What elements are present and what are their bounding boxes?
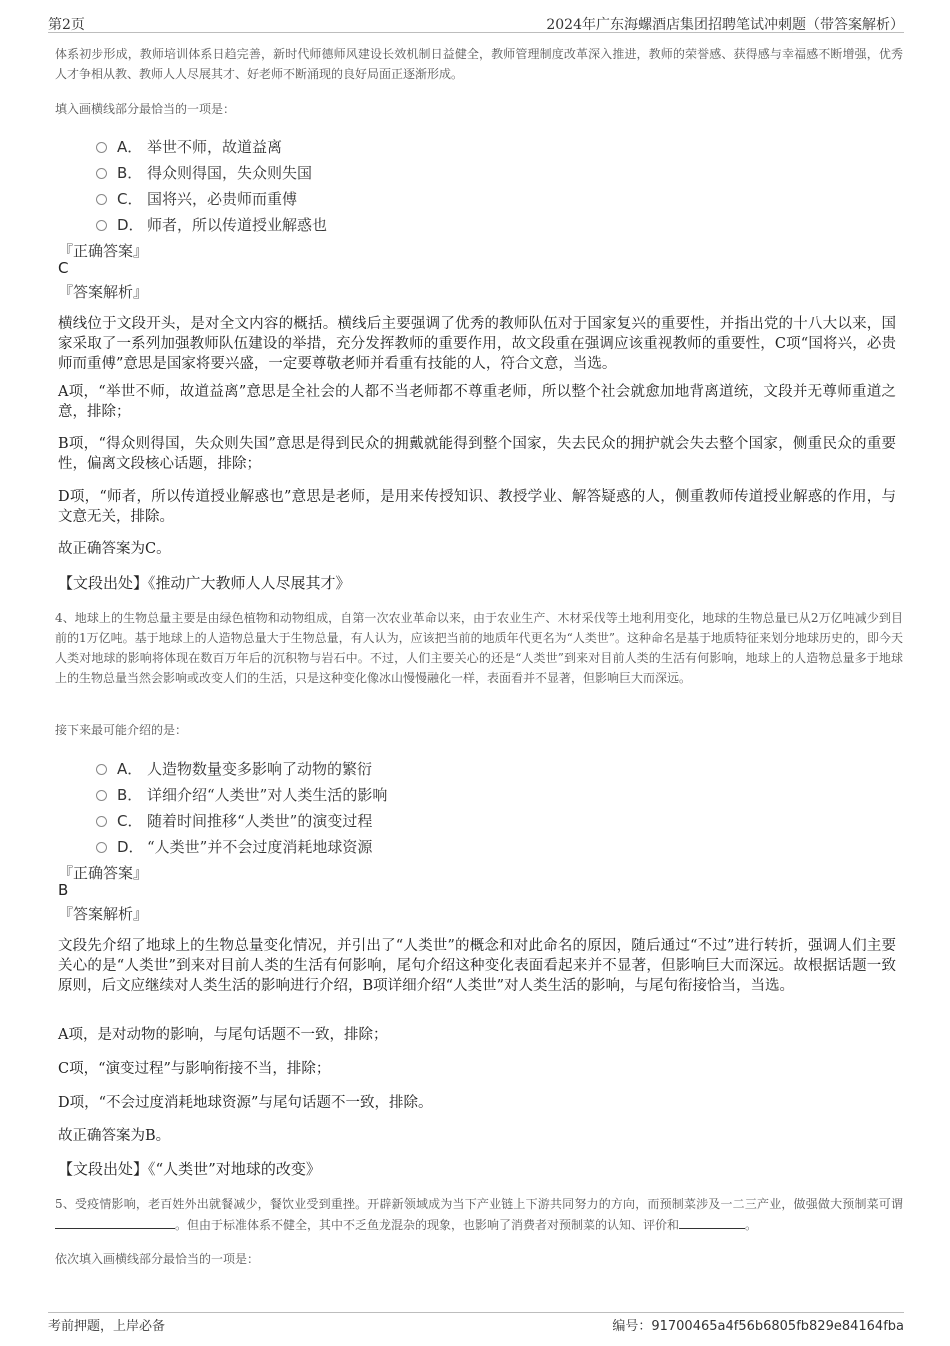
page-number: 第2页: [48, 17, 85, 33]
q3-prompt: 填入画横线部分最恰当的一项是：: [55, 102, 236, 116]
q3-passage-tail: 体系初步形成，教师培训体系日趋完善，新时代师德师风建设长效机制日益健全，教师管理制度改革深入推进，教师的荣誉感、获得感与幸福感不断增强，优秀人才争相从教、教师人人尽展其才、好老师不断涌现的良好局面正逐渐形成。: [55, 47, 903, 81]
q4-passage: 4、地球上的生物总量主要是由绿色植物和动物组成，自第一次农业革命以来，由于农业生产、木材采伐等土地利用变化，地球的生物总量已从2万亿吨减少到目前的1万亿吨。基于地球上的人造物总量大于生物总量，有人认为，应该把当前的地质年代更名为“人类世”。这种命名是基于地质特征来划分地球历史的，即今天人类对地球的影响将体现在数百万年后的沉积物与岩石中。不过，人们主要关心的还是“人类世”到来对目前人类的生活有何影响，地球上的人造物总量多于地球上的生物总量当然会影响或改变人们的生活，只是这种变化像冰山慢慢融化一样，表面看并不显著，但影响巨大而深远。: [55, 611, 903, 685]
q5-passage: 5、受疫情影响，老百姓外出就餐减少，餐饮业受到重挫。开辟新领域成为当下产业链上下游共同努力的方向，而预制菜涉及一二三产业，做强做大预制菜可谓。但由于标准体系不健全，其中不乏鱼龙混杂的现象，也影响了消费者对预制菜的认知、评价和 。: [55, 1197, 903, 1232]
q3-answer-label: 『正确答案』: [58, 242, 149, 260]
q4-analysis-d: D项，“不会过度消耗地球资源”与尾句话题不一致，排除。: [58, 1095, 433, 1111]
footer-slogan: 考前押题，上岸必备: [48, 1319, 166, 1334]
document-serial: 编号：91700465a4f56b6805fb829e84164fba: [612, 1319, 904, 1334]
document-title: 2024年广东海螺酒店集团招聘笔试冲刺题（带答案解析）: [546, 17, 904, 33]
q4-analysis-a: A项，是对动物的影响，与尾句话题不一致，排除；: [58, 1027, 388, 1043]
radio-icon[interactable]: [96, 842, 107, 853]
q4-option-d[interactable]: D． “人类世”并不会过度消耗地球资源: [96, 836, 372, 857]
q3-option-d[interactable]: D． 师者，所以传道授业解惑也: [96, 214, 327, 235]
radio-icon[interactable]: [96, 220, 107, 231]
q5-blank-1: [55, 1214, 175, 1229]
q4-analysis-c: C项，“演变过程”与影响衔接不当，排除；: [58, 1061, 331, 1077]
q3-option-a[interactable]: A． 举世不师，故道益离: [96, 136, 282, 157]
q3-analysis-a: A项，“举世不师，故道益离”意思是全社会的人都不当老师都不尊重老师，所以整个社会就愈加地背离道统，文段并无尊师重道之意，排除；: [58, 384, 896, 420]
radio-icon[interactable]: [96, 168, 107, 179]
q3-conclusion: 故正确答案为C。: [58, 541, 171, 557]
q4-conclusion: 故正确答案为B。: [58, 1128, 171, 1144]
q4-source: 【文段出处】《“人类世”对地球的改变》: [58, 1160, 321, 1178]
q4-option-b[interactable]: B． 详细介绍“人类世”对人类生活的影响: [96, 784, 387, 805]
q4-analysis-main: 文段先介绍了地球上的生物总量变化情况，并引出了“人类世”的概念和对此命名的原因，随后通过“不过”进行转折，强调人们主要关心的是“人类世”到来对目前人类的生活有何影响，尾句介绍这种变化表面看起来并不显著，但影响巨大而深远。故根据话题一致原则，后文应继续对人类生活的影响进行介绍，B项详细介绍“人类世”对人类生活的影响，与尾句衔接恰当，当选。: [58, 938, 896, 994]
page-footer: [48, 1312, 904, 1346]
radio-icon[interactable]: [96, 790, 107, 801]
radio-icon[interactable]: [96, 194, 107, 205]
q4-option-a[interactable]: A． 人造物数量变多影响了动物的繁衍: [96, 758, 372, 779]
page-header: [48, 0, 904, 33]
q3-option-c[interactable]: C． 国将兴，必贵师而重傅: [96, 188, 297, 209]
radio-icon[interactable]: [96, 142, 107, 153]
q4-answer-label: 『正确答案』: [58, 864, 149, 882]
radio-icon[interactable]: [96, 816, 107, 827]
q5-prompt: 依次填入画横线部分最恰当的一项是：: [55, 1252, 260, 1266]
q3-source: 【文段出处】《推动广大教师人人尽展其才》: [58, 574, 351, 592]
q3-analysis-label: 『答案解析』: [58, 283, 149, 301]
q4-option-c[interactable]: C． 随着时间推移“人类世”的演变过程: [96, 810, 372, 831]
q3-analysis-main: 横线位于文段开头，是对全文内容的概括。横线后主要强调了优秀的教师队伍对于国家复兴的重要性，并指出党的十八大以来，国家采取了一系列加强教师队伍建设的举措，充分发挥教师的重要作用，故文段重在强调应该重视教师的重要性，C项“国将兴，必贵师而重傅”意思是国家将要兴盛，一定要尊敬老师并看重有技能的人，符合文意，当选。: [58, 316, 896, 372]
q5-blank-2: [679, 1214, 745, 1229]
q4-prompt: 接下来最可能介绍的是：: [55, 723, 188, 737]
q3-option-b[interactable]: B． 得众则得国，失众则失国: [96, 162, 312, 183]
q3-analysis-b: B项，“得众则得国，失众则失国”意思是得到民众的拥戴就能得到整个国家，失去民众的拥护就会失去整个国家，侧重民众的重要性，偏离文段核心话题，排除；: [58, 436, 896, 472]
q4-answer: B: [58, 881, 69, 899]
q3-analysis-d: D项，“师者，所以传道授业解惑也”意思是老师，是用来传授知识、教授学业、解答疑惑的人，侧重教师传道授业解惑的作用，与文意无关，排除。: [58, 489, 896, 525]
q3-answer: C: [58, 259, 69, 277]
radio-icon[interactable]: [96, 764, 107, 775]
q4-analysis-label: 『答案解析』: [58, 905, 149, 923]
